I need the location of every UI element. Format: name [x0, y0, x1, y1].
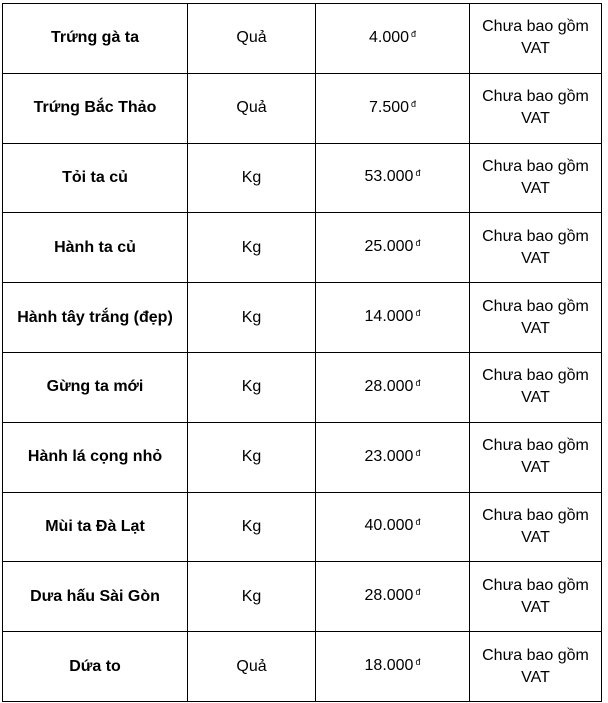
- unit-cell: Quả: [188, 73, 316, 143]
- price-cell: [316, 562, 470, 632]
- price-value: 14.000: [364, 308, 414, 326]
- unit-cell: Kg: [188, 422, 316, 492]
- currency-symbol: đ: [415, 238, 421, 249]
- product-name-cell: Mùi ta Đà Lạt: [3, 492, 188, 562]
- price-cell: [316, 283, 470, 353]
- note-cell: Chưa bao gồm VAT: [470, 352, 602, 422]
- currency-symbol: đ: [415, 168, 421, 179]
- unit-cell: Kg: [188, 352, 316, 422]
- unit-cell: Quả: [188, 4, 316, 74]
- price-cell: [316, 213, 470, 283]
- table-row: [3, 213, 602, 283]
- unit-cell: Kg: [188, 283, 316, 353]
- price-cell: [316, 422, 470, 492]
- product-name-cell: Trứng gà ta: [3, 4, 188, 74]
- product-name-cell: Dứa to: [3, 632, 188, 702]
- note-cell: Chưa bao gồm VAT: [470, 422, 602, 492]
- unit-cell: Kg: [188, 562, 316, 632]
- price-cell: [316, 352, 470, 422]
- table-row: [3, 562, 602, 632]
- price-table: [2, 3, 602, 702]
- price-value: 28.000: [364, 377, 414, 395]
- unit-cell: Quả: [188, 632, 316, 702]
- price-value: 28.000: [364, 587, 414, 605]
- unit-cell: Kg: [188, 143, 316, 213]
- unit-cell: Kg: [188, 213, 316, 283]
- price-value: 40.000: [364, 517, 414, 535]
- note-cell: Chưa bao gồm VAT: [470, 283, 602, 353]
- currency-symbol: đ: [411, 28, 417, 39]
- price-cell: [316, 632, 470, 702]
- price-value: 7.500: [368, 98, 410, 116]
- price-value: 53.000: [364, 168, 414, 186]
- price-cell: [316, 4, 470, 74]
- currency-symbol: đ: [415, 447, 421, 458]
- table-row: [3, 352, 602, 422]
- price-value: 18.000: [364, 657, 414, 675]
- product-name-cell: Hành ta củ: [3, 213, 188, 283]
- table-row: [3, 422, 602, 492]
- price-cell: [316, 492, 470, 562]
- table-row: [3, 632, 602, 702]
- note-cell: Chưa bao gồm VAT: [470, 213, 602, 283]
- note-cell: Chưa bao gồm VAT: [470, 143, 602, 213]
- table-row: [3, 143, 602, 213]
- currency-symbol: đ: [415, 517, 421, 528]
- currency-symbol: đ: [415, 308, 421, 319]
- note-cell: Chưa bao gồm VAT: [470, 492, 602, 562]
- note-cell: Chưa bao gồm VAT: [470, 4, 602, 74]
- product-name-cell: Hành tây trắng (đẹp): [3, 283, 188, 353]
- price-cell: [316, 73, 470, 143]
- note-cell: Chưa bao gồm VAT: [470, 632, 602, 702]
- price-value: 4.000: [368, 28, 410, 46]
- product-name-cell: Hành lá cọng nhỏ: [3, 422, 188, 492]
- product-name-cell: Dưa hấu Sài Gòn: [3, 562, 188, 632]
- price-value: 23.000: [364, 447, 414, 465]
- table-row: [3, 283, 602, 353]
- price-cell: [316, 143, 470, 213]
- product-name-cell: Gừng ta mới: [3, 352, 188, 422]
- product-name-cell: Tỏi ta củ: [3, 143, 188, 213]
- note-cell: Chưa bao gồm VAT: [470, 562, 602, 632]
- unit-cell: Kg: [188, 492, 316, 562]
- currency-symbol: đ: [415, 657, 421, 668]
- note-cell: Chưa bao gồm VAT: [470, 73, 602, 143]
- price-value: 25.000: [364, 238, 414, 256]
- currency-symbol: đ: [415, 377, 421, 388]
- table-row: [3, 492, 602, 562]
- table-row: [3, 4, 602, 74]
- product-name-cell: Trứng Bắc Thảo: [3, 73, 188, 143]
- currency-symbol: đ: [411, 98, 417, 109]
- currency-symbol: đ: [415, 587, 421, 598]
- table-row: [3, 73, 602, 143]
